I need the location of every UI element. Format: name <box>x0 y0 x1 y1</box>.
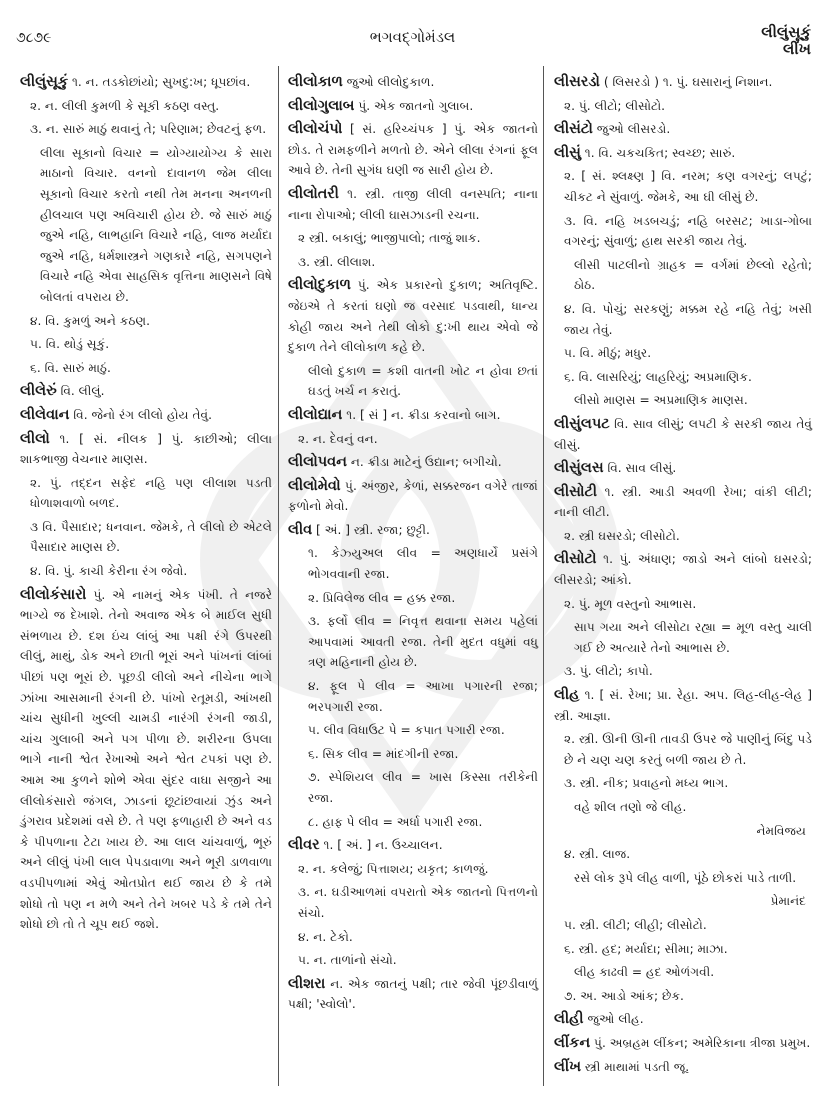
headword: લીલોકાળ <box>288 74 343 90</box>
sense-definition: ૨. પું. મૂળ વસ્તુનો આભાસ. <box>564 596 697 611</box>
sense-definition: ૨. સ્ત્રી. ઊની ઊની તાવડી ઉપર જે પાણીનું બિંદુ પડે છે ને ચણ ચણ કરતું બળી જાય છે તે. <box>564 732 812 767</box>
definition-text: વિ. લીલું. <box>60 384 105 399</box>
sense-definition: ૫. વિ. મીઠું; મધુર. <box>564 346 652 361</box>
sense-definition: ૩. પું. લીટો; કાપો. <box>564 664 653 679</box>
definition-text: ૧. [ અં. ] ન. ઉચ્ચાલન. <box>323 838 443 853</box>
headword: લીંખ <box>554 1058 582 1075</box>
sense-definition: ૨ સ્ત્રી. બકાલું; ભાજીપાલો; તાજું શાક. <box>298 231 481 246</box>
dictionary-entry <box>554 72 812 93</box>
definition-text: પું. એક જાતનો ગુલાબ. <box>358 98 474 113</box>
sense-definition: ૪. ન. ટેકો. <box>298 929 353 944</box>
usage-example: ૬. સિક લીવ = માંદગીની રજા. <box>308 746 459 761</box>
dictionary-entry <box>20 72 272 93</box>
headword: લીલેવાન <box>20 406 70 423</box>
headword: લીલુંસૂકું <box>20 74 69 90</box>
headword: લીલો <box>20 430 50 447</box>
usage-example: સાપ ગયા અને લીસોટા રહ્યા = મૂળ વસ્તુ ચાલી ગઈ છે અત્યારે તેનો આભાસ છે. <box>574 620 812 655</box>
definition-text: ( લિસરડો ) ૧. પું. ઘસારાનું નિશાન. <box>603 75 773 89</box>
definition-text: પું. એક પ્રકારનો દુકાળ; અતિવૃષ્ટિ. જેઇએ તે કરતાં ઘણો જ વરસાદ પડવાથી, ધાન્ય કોહી જાય અને તેથી લોકો દુ:ખી થાય એવો જે દુકાળ તેને લીલોકાળ કહે છે. <box>288 278 538 355</box>
usage-example: લીસી પાટલીનો ગ્રાહક = વર્ગમાં છેલ્લો રહેતો; ઠોઠ. <box>574 257 812 293</box>
dictionary-entry <box>20 381 272 402</box>
usage-example: વહે શીલ તણો જે લીહ. <box>574 800 687 814</box>
sense-definition: ૨. ન. દેવનું વન. <box>298 431 378 446</box>
dictionary-entry <box>554 482 812 523</box>
headword: લીલોપવન <box>288 454 347 471</box>
definition-text: [ સં. હરિચ્ચંપક ] પું. એક જાતનો છોડ. તે રામફળીને મળતો છે. એને લીલા રંગનાં ફૂલ આવે છે. તેની સુગંધ ઘણી જ સારી હોય છે. <box>288 122 538 178</box>
usage-example: લીહ કાઢવી = હદ ઓળંગવી. <box>574 965 715 980</box>
dictionary-entry <box>288 520 538 541</box>
usage-example: ૩. ફર્લો લીવ = નિવૃત્ત થવાના સમય પહેલાં આપવામાં આવતી રજા. તેની મુદત વધુમાં વધુ ત્રણ મહિનાની હોય છે. <box>308 614 538 670</box>
definition-text: વિ. સાવ લીસું; લપટી કે સરકી જાય તેવું લીસું. <box>554 416 812 452</box>
dictionary-entry <box>554 1057 812 1078</box>
dictionary-entry <box>554 119 812 140</box>
dictionary-entry <box>288 184 538 225</box>
dictionary-entry <box>20 405 272 426</box>
definition-text: જુઓ લીહ. <box>587 1012 644 1027</box>
sense-definition: ૨. ન. લીલી કુમળી કે સૂકી કઠણ વસ્તુ. <box>30 98 220 113</box>
sense-definition: ૪. સ્ત્રી. લાજ. <box>564 847 631 862</box>
guide-words <box>761 24 811 58</box>
column-1 <box>20 72 272 938</box>
dictionary-entry <box>288 72 538 93</box>
sense-definition: ૨. સ્ત્રી ઘસરડો; લીસોટો. <box>564 528 680 543</box>
sense-definition: ૩ વિ. પૈસાદાર; ધનવાન. જેમકે, તે લીલો છે એટલે પૈસાદાર માણસ છે. <box>30 519 272 555</box>
headword: લીલોતરી <box>288 185 339 202</box>
dictionary-entry <box>554 414 812 455</box>
sense-definition: ૪. વિ. પું. કાચી કેરીના રંગ જેવો. <box>30 564 188 579</box>
dictionary-entry <box>554 685 812 726</box>
page-number: ૭૮૭૯ <box>16 30 52 46</box>
dictionary-entry <box>20 585 272 935</box>
column-divider <box>278 66 279 1086</box>
dictionary-entry <box>288 452 538 473</box>
quote-attribution: પ્રેમાનંદ <box>770 894 806 909</box>
headword: લીસુંલપટ <box>554 415 610 432</box>
definition-text: ૧. [ સં ] ન. ક્રીડા કરવાનો બાગ. <box>346 407 501 422</box>
definition-text: ૧. [ સં. નીલક ] પું. કાછીઓ; લીલા શાકભાજી વેચનાર માણસ. <box>20 431 272 467</box>
headword: લીસુંલસ <box>554 460 604 477</box>
sense-definition: ૨. પું. તદ્દન સફેદ નહિ પણ લીલાશ પડતી ધોળાશવાળો બળદ. <box>30 475 272 511</box>
guide-word-first: લીલુંસૂકું <box>761 23 811 41</box>
definition-text: ૧. સ્ત્રી. આડી અવળી રેખા; વાંકી લીટી; નાની લીટી. <box>554 484 812 520</box>
usage-example: ૨. પ્રિવિલેજ લીવ = હક્ક રજા. <box>308 590 456 605</box>
definition-text: ન. ક્રીડા માટેનું ઉદ્યાન; બગીચો. <box>350 455 502 470</box>
dictionary-entry <box>20 429 272 470</box>
sense-definition: ૬. સ્ત્રી. હદ; મર્યાદા; સીમા; માઝા. <box>564 941 728 956</box>
usage-example: ૪. ફૂલ પે લીવ = આખા પગારની રજા; ભરપગારી રજા. <box>308 679 538 714</box>
definition-text: ૧. સ્ત્રી. તાજી લીલી વનસ્પતિ; નાના નાના રોપાઓ; લીલી ઘાસઝાડની રચના. <box>288 186 539 222</box>
headword: લીશરા <box>288 975 326 992</box>
dictionary-entry <box>554 143 812 164</box>
sense-definition: ૩. ન. સારું માઠું થવાનું તે; પરિણામ; છેવટનું ફળ. <box>30 122 267 137</box>
headword: લીહી <box>554 1011 584 1028</box>
sense-definition: ૪. વિ. કુમળું અને કઠણ. <box>30 313 150 328</box>
dictionary-entry <box>554 549 812 590</box>
headword: લીંકન <box>554 1034 591 1051</box>
page-header <box>0 0 825 70</box>
definition-text: ૧. ન. તડકોછાંયો; સુખદુ:ખ; ધૂપછાંવ. <box>71 75 251 89</box>
dictionary-entry <box>554 458 812 479</box>
running-title: ભગવદ્ગોમંડલ <box>369 28 456 46</box>
usage-example: ૧. કેઝ્યુઅલ લીવ = અણધાર્યે પ્રસંગે ભોગવવાની રજા. <box>308 546 538 582</box>
headword: લીવર <box>288 837 320 854</box>
usage-example: લીલા સૂકાનો વિચાર = યોગ્યાયોગ્ય કે સારા માઠાનો વિચાર. વનનો દાવાનળ જેમ લીલા સૂકાનો વિચાર કરતો નથી તેમ મનના અનળની હીલચાલ પણ અવિચારી હોય છે. જે સારું માઠું જુએ નહિ, લાભહાનિ વિચારે નહિ, લાજ મર્યાદા જુએ નહિ, ધર્મશાસ્ત્રને ગણકારે નહિ, સગપણને વિચારે નહિ એવા સાહસિક વૃત્તિના માણસને વિષે બોલતાં વપરાય છે. <box>40 145 272 304</box>
dictionary-entry <box>288 974 538 1015</box>
sense-definition: ૨. [ સં. શ્લક્ષ્ણ ] વિ. નરમ; કણ વગરનું; લપટું; ચીકટ ને સુંવાળું. જેમકે, આ ઘી લીસું છે. <box>564 169 812 204</box>
sense-definition: ૨. પું. લીટો; લીસોટો. <box>564 98 666 113</box>
headword: લીસોટો <box>554 551 597 568</box>
headword: લીલોમેવો <box>288 477 341 494</box>
column-2 <box>288 72 538 1018</box>
headword: લીલોદ્યાન <box>288 406 343 423</box>
sense-definition: ૭. અ. આડો આંક; છેક. <box>564 988 684 1003</box>
headword: લીલોગુલાબ <box>288 97 355 114</box>
dictionary-entry <box>554 1033 812 1054</box>
headword: લીસોટી <box>554 483 598 500</box>
usage-example: ૫. લીવ વિધાઉટ પે = કપાત પગારી રજા. <box>308 723 505 738</box>
column-3 <box>554 72 812 1080</box>
headword: લીલોદુકાળ <box>288 277 351 294</box>
definition-text: વિ. જેનો રંગ લીલો હોય તેવું. <box>73 407 212 422</box>
sense-definition: ૫. ન. તાળાંનો સંચો. <box>298 953 397 968</box>
sense-definition: ૬. વિ. સારું માઠું. <box>30 360 111 375</box>
headword: લીલેરું <box>20 383 57 400</box>
sense-definition: ૩. સ્ત્રી. લીલાશ. <box>298 254 376 269</box>
headword: લીહ <box>554 687 580 704</box>
dictionary-entry <box>288 96 538 117</box>
headword: લીસરડો <box>554 74 600 90</box>
sense-definition: ૫. વિ. થોડું સૂકું. <box>30 337 110 352</box>
definition-text: ન. એક જાતનું પક્ષી; તાર જેવી પૂંછડીવાળું પક્ષી; 'સ્વોલો'. <box>288 976 538 1012</box>
usage-example: રસે લોક રૂપે લીહ વાળી, પૂંઠે છોકરાં પાડે તાળી. <box>574 870 797 885</box>
definition-text: ૧. [ સં. રેખા; પ્રા. રેહા. અપ. લિહ-લીહ-લેહ ] સ્ત્રી. આજ્ઞા. <box>554 688 813 723</box>
sense-definition: ૩. વિ. નહિ ખડબચડું; નહિ બરસટ; ખાડા-ગોબા વગરનું; સુંવાળું; હાથ સરકી જાય તેવું. <box>564 213 812 249</box>
dictionary-entry <box>288 405 538 426</box>
headword: લીલોચંપો <box>288 121 343 138</box>
quote-attribution: નેમવિજય <box>756 823 806 838</box>
definition-text: સ્ત્રી માથામાં પડતી જૂ. <box>584 1059 690 1074</box>
usage-example: લીલો દુકાળ = કશી વાતની ખોટ ન હોવા છતાં ઘડતું ખર્ચ ન કરાતું. <box>308 363 538 399</box>
sense-definition: ૬. વિ. લાસરિયું; લાહરિયું; અપ્રમાણિક. <box>564 369 752 384</box>
sense-definition: ૫. સ્ત્રી. લીટી; લીહી; લીસોટો. <box>564 917 707 932</box>
headword: લીસંટો <box>554 121 593 138</box>
headword: લીવ <box>288 521 313 538</box>
definition-text: [ અં. ] સ્ત્રી. રજા; છુટ્ટી. <box>316 522 430 537</box>
definition-text: જુઓ લીસરડો. <box>596 122 671 137</box>
headword: લીલોકંસારો <box>20 586 87 603</box>
dictionary-entry <box>554 1009 812 1030</box>
definition-text: પું. અંજીર, કેળાં, સક્કરજન વગેરે તાજાં ફળોનો મેવો. <box>288 478 538 514</box>
definition-text: પું. એ નામનું એક પંખી. તે નજરે ભાગ્યે જ દેખાશે. તેનો અવાજ એક બે માઈલ સુધી સંભળાય છે. દશ ઇંચ લાંબું આ પક્ષી રંગે ઉપરથી લીલું, માથું, ડોક અને છાતી ભૂરાં અને પાંખનાં લાંબાં પીછાં પણ ભૂરાં છે. પૂછડી લીલો અને નીચેના ભાગે ઝાંખા આસમાની રંગની છે. પાંખો રતૂમડી, આંખથી ચાંચ સુધીની ખુલ્લી ચામડી નારંગી રંગની જાડી, ચાંચ ગુલાબી અને પગ પીળા છે. શરીરના ઉપલા ભાગે નાની શ્વેત રેખાઓ અને શ્વેત ટપકાં પણ છે. આમ આ કુળને શોભે એવા સુંદર વાઘા સજીને આ લીલોકંસારો જંગલ, ઝાડનાં છૂટાંછવાયાં ઝુંડ અને ડુંગરાવ પ્રદેશમાં વસે છે. તે પણ ફળાહારી છે અને વડ કે પીપળાના ટેટા ખાય છે. આ લાલ ચાંચવાળું, ભૂરું અને લીલું પંખી લાલ પેપડાવાળા અને ભૂરી ડાળવાળા વડપીપળામાં એવું ઓતપ્રોત થઈ જાય છે કે તમે શોધો તો પણ ન મળે અને તેને ખબર પડે કે તમે તેને શોધો છો તો તે ચૂપ થઈ જશે. <box>20 587 272 932</box>
usage-example: ૮. હાફ પે લીવ = અર્ધા પગારી રજા. <box>308 814 483 829</box>
dictionary-entry <box>288 476 538 517</box>
dictionary-entry <box>288 119 538 181</box>
usage-example: લીસો માણસ = અપ્રમાણિક માણસ. <box>574 393 748 408</box>
definition-text: જુઓ લીલોદુકાળ. <box>346 75 435 89</box>
definition-text: પું. અબ્રહમ લીંકન; અમેરિકાના ત્રીજા પ્રમુખ. <box>594 1035 811 1050</box>
guide-word-last: લીંખ <box>783 40 811 58</box>
usage-example: ૭. સ્પેશિયલ લીવ = ખાસ કિસ્સા તરીકેની રજા. <box>308 770 538 805</box>
definition-text: વિ. સાવ લીસું. <box>607 461 677 476</box>
sense-definition: ૩. સ્ત્રી. નીક; પ્રવાહનો મધ્ય ભાગ. <box>564 776 729 791</box>
column-divider <box>543 66 544 1086</box>
dictionary-entry <box>288 275 538 357</box>
definition-text: ૧. પું. અંધાણ; જાડો અને લાંબો ઘસરડો; લીસરડો; આંકો. <box>554 552 813 588</box>
dictionary-entry <box>288 835 538 856</box>
sense-definition: ૩. ન. ઘડીઆળમાં વપરાતો એક જાતનો પિત્તળનો સંચો. <box>298 885 538 920</box>
definition-text: ૧. વિ. ચકચકિત; સ્વચ્છ; સારું. <box>584 145 736 160</box>
headword: લીસું <box>554 144 581 161</box>
sense-definition: ૪. વિ. પોચું; સરકણું; મક્કમ રહે નહિ તેવું; ખસી જાય તેવું. <box>564 301 812 337</box>
sense-definition: ૨. ન. કલેજું; પિત્તાશય; યકૃત; કાળજું. <box>298 861 489 876</box>
